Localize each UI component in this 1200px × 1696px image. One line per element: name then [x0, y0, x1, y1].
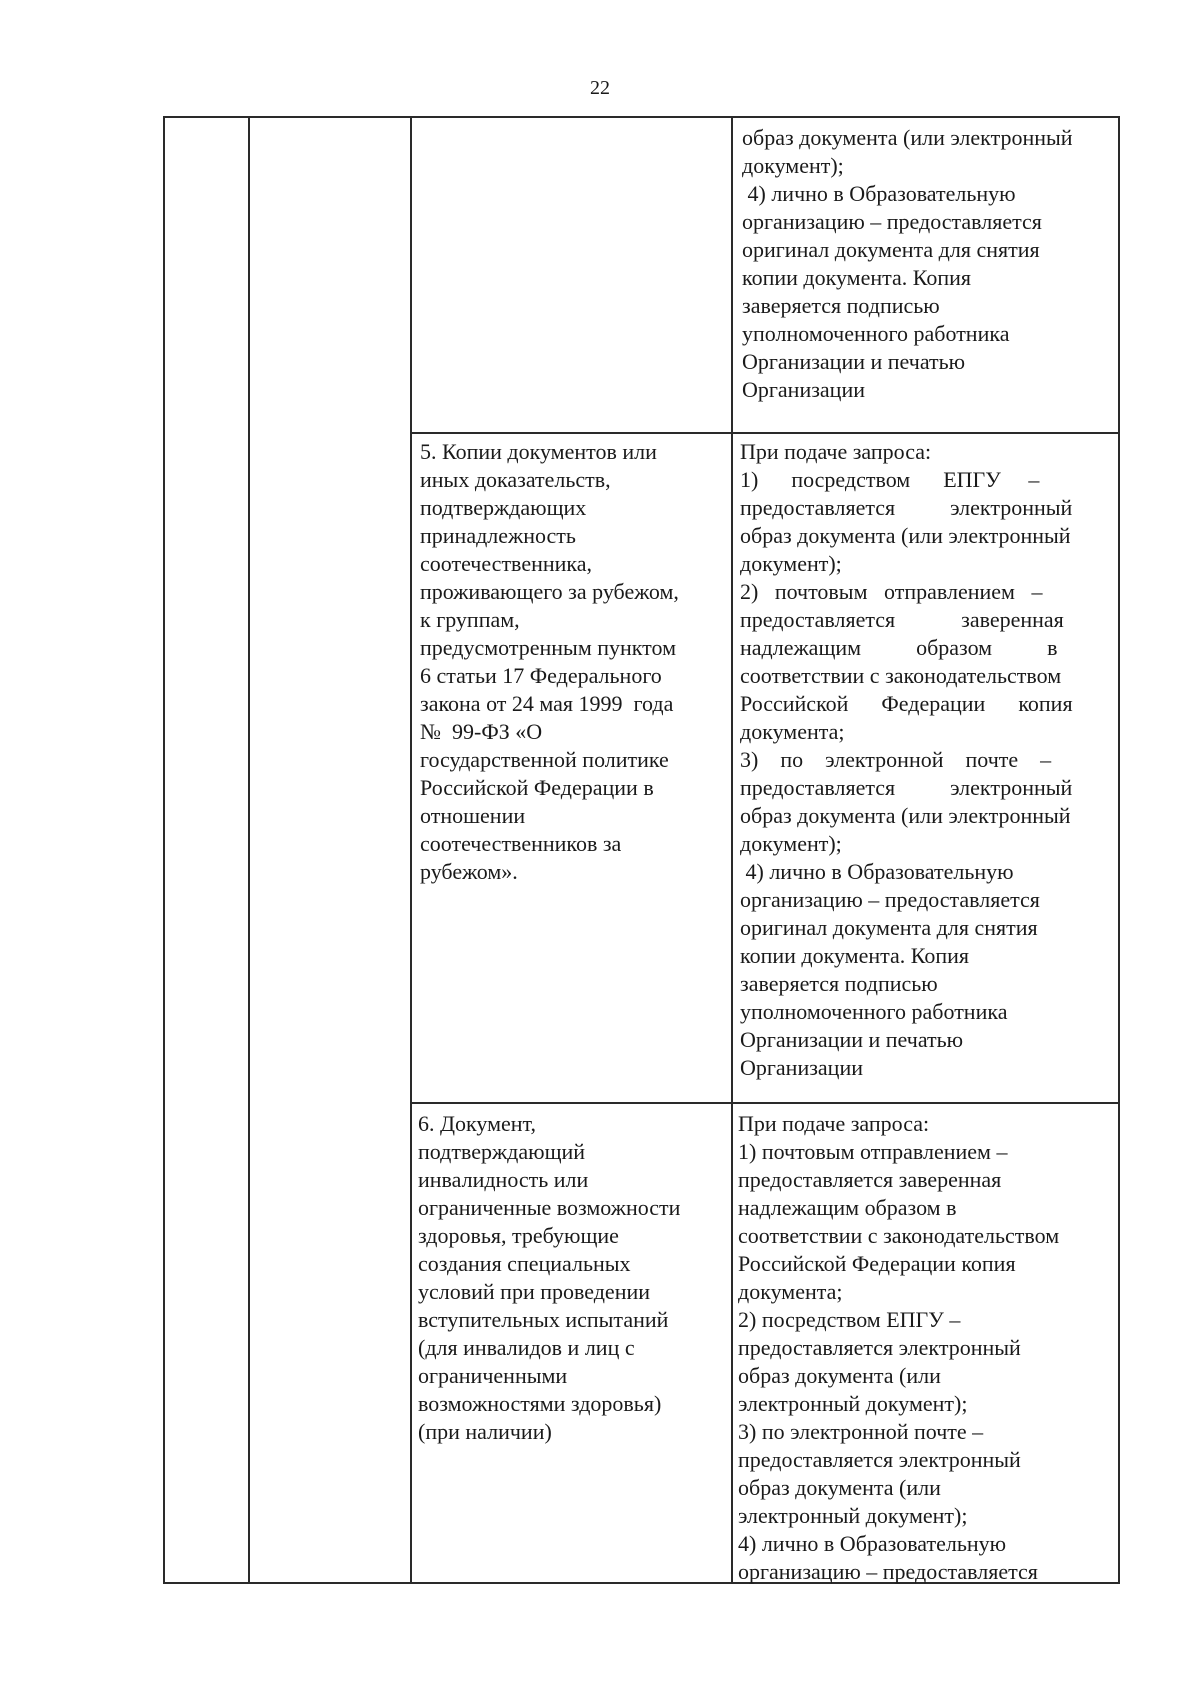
text-line: 1) посредством ЕПГУ – — [740, 467, 1040, 492]
text-line: организацию – предоставляется — [740, 887, 1040, 912]
text-line: инвалидность или — [418, 1167, 589, 1192]
text-line: возможностями здоровья) — [418, 1391, 662, 1416]
text-line: Российской Федерации в — [420, 775, 654, 800]
text-line: Российской Федерации копия — [740, 691, 1073, 716]
text-line: документа; — [740, 719, 845, 744]
text-line: организацию – предоставляется — [738, 1559, 1038, 1584]
text-line: заверяется подписью — [742, 293, 940, 318]
text-line: государственной политике — [420, 747, 669, 772]
text-line: отношении — [420, 803, 526, 828]
table-divider-col1 — [248, 116, 250, 1584]
text-line: надлежащим образом в — [740, 635, 1058, 660]
text-line: условий при проведении — [418, 1279, 651, 1304]
text-line: ограниченными — [418, 1363, 568, 1388]
text-line: предоставляется электронный — [740, 775, 1073, 800]
text-line: оригинал документа для снятия — [742, 237, 1040, 262]
text-line: 3) по электронной почте – — [738, 1419, 984, 1444]
text-line: заверяется подписью — [740, 971, 938, 996]
text-line: предоставляется заверенная — [740, 607, 1064, 632]
text-line: соотечественника, — [420, 551, 593, 576]
text-line: 4) лично в Образовательную — [738, 1531, 1007, 1556]
row-divider-6 — [410, 1102, 1120, 1104]
text-line: 2) почтовым отправлением – — [740, 579, 1043, 604]
table-border-top — [163, 116, 1120, 118]
text-line: 6 статьи 17 Федерального — [420, 663, 662, 688]
text-line: соответствии с законодательством — [740, 663, 1062, 688]
text-line: электронный документ); — [738, 1503, 968, 1528]
text-line: 2) посредством ЕПГУ – — [738, 1307, 961, 1332]
text-line: образ документа (или — [738, 1363, 941, 1388]
text-line: электронный документ); — [738, 1391, 968, 1416]
text-line: принадлежность — [420, 523, 576, 548]
page-number: 22 — [590, 77, 610, 99]
table-divider-col3 — [731, 116, 733, 1584]
text-line: 3) по электронной почте – — [740, 747, 1052, 772]
text-line: Организации и печатью — [742, 349, 966, 374]
row-6-document-name — [418, 1110, 726, 1446]
text-line: соответствии с законодательством — [738, 1223, 1060, 1248]
text-line: образ документа (или электронный — [740, 803, 1071, 828]
text-line: иных доказательств, — [420, 467, 611, 492]
text-line: образ документа (или — [738, 1475, 941, 1500]
text-line: 1) почтовым отправлением – — [738, 1139, 1008, 1164]
text-line: рубежом». — [420, 859, 518, 884]
text-line: 4) лично в Образовательную — [740, 859, 1014, 884]
text-line: 5. Копии документов или — [420, 439, 657, 464]
text-line: образ документа (или электронный — [742, 125, 1073, 150]
continued-row-submission-methods — [742, 124, 1112, 404]
text-line: организацию – предоставляется — [742, 209, 1042, 234]
text-line: Организации — [742, 377, 865, 402]
text-line: При подаче запроса: — [740, 439, 932, 464]
text-line: Организации — [740, 1055, 863, 1080]
text-line: № 99-ФЗ «О — [420, 719, 543, 744]
text-line: предоставляется электронный — [738, 1447, 1021, 1472]
text-line: оригинал документа для снятия — [740, 915, 1038, 940]
table-divider-col2 — [410, 116, 412, 1584]
row-5-submission-methods — [740, 438, 1112, 1082]
text-line: предоставляется электронный — [740, 495, 1073, 520]
text-line: Организации и печатью — [740, 1027, 964, 1052]
text-line: проживающего за рубежом, — [420, 579, 679, 604]
text-line: копии документа. Копия — [742, 265, 972, 290]
text-line: При подаче запроса: — [738, 1111, 930, 1136]
table-border-left — [163, 116, 165, 1584]
text-line: образ документа (или электронный — [740, 523, 1071, 548]
text-line: документ); — [742, 153, 844, 178]
text-line: вступительных испытаний — [418, 1307, 669, 1332]
text-line: подтверждающих — [420, 495, 587, 520]
text-line: соотечественников за — [420, 831, 622, 856]
text-line: ограниченные возможности — [418, 1195, 681, 1220]
text-line: (при наличии) — [418, 1419, 552, 1444]
text-line: документ); — [740, 551, 842, 576]
text-line: (для инвалидов и лиц с — [418, 1335, 635, 1360]
text-line: закона от 24 мая 1999 года — [420, 691, 674, 716]
text-line: здоровья, требующие — [418, 1223, 619, 1248]
row-6-submission-methods — [738, 1110, 1112, 1586]
text-line: к группам, — [420, 607, 520, 632]
text-line: предоставляется заверенная — [738, 1167, 1002, 1192]
text-line: документ); — [740, 831, 842, 856]
text-line: документа; — [738, 1279, 843, 1304]
text-line: 6. Документ, — [418, 1111, 537, 1136]
text-line: Российской Федерации копия — [738, 1251, 1016, 1276]
text-line: надлежащим образом в — [738, 1195, 957, 1220]
text-line: подтверждающий — [418, 1139, 586, 1164]
row-5-document-name — [420, 438, 726, 886]
text-line: копии документа. Копия — [740, 943, 970, 968]
text-line: уполномоченного работника — [740, 999, 1008, 1024]
row-divider-5 — [410, 432, 1120, 434]
text-line: 4) лично в Образовательную — [742, 181, 1016, 206]
text-line: уполномоченного работника — [742, 321, 1010, 346]
text-line: создания специальных — [418, 1251, 631, 1276]
table-border-right — [1118, 116, 1120, 1584]
text-line: предоставляется электронный — [738, 1335, 1021, 1360]
text-line: предусмотренным пунктом — [420, 635, 677, 660]
